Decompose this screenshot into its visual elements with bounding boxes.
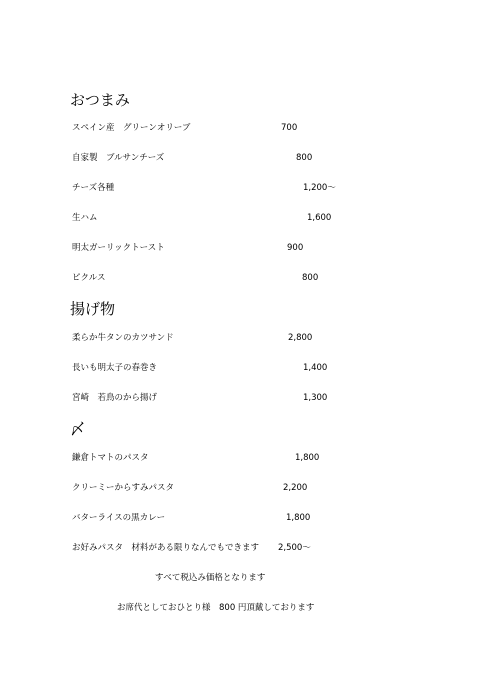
menu-item-price: 2,500～ — [278, 543, 311, 553]
menu-item-name: お好みパスタ 材料がある限りなんでもできます — [72, 543, 260, 553]
section-heading-otsumami: おつまみ — [70, 91, 130, 109]
menu-item-name: 鎌倉トマトのパスタ — [72, 453, 149, 463]
menu-item-price: 1,200～ — [303, 183, 336, 193]
menu-item-name: スペイン産 グリーンオリーブ — [72, 123, 191, 133]
section-heading-agemono: 揚げ物 — [70, 300, 116, 318]
menu-item-name: 長いも明太子の春巻き — [72, 363, 158, 373]
tax-note: すべて税込み価格となります — [155, 573, 266, 583]
menu-item-price: 1,400 — [303, 363, 328, 373]
menu-item-name: バターライスの黒カレー — [72, 513, 166, 523]
menu-item-price: 1,800 — [295, 453, 320, 463]
section-heading-shime: 〆 — [70, 420, 86, 438]
menu-item-price: 800 — [296, 153, 313, 163]
menu-item-name: 宮崎 若鳥のから揚げ — [72, 393, 158, 403]
seat-charge-note: お席代としておひとり様 800 円頂戴しております — [117, 603, 315, 613]
menu-item-price: 1,800 — [286, 513, 311, 523]
menu-item-price: 2,800 — [288, 333, 313, 343]
menu-item-name: チーズ各種 — [72, 183, 115, 193]
menu-item-name: 自家製 ブルサンチーズ — [72, 153, 165, 163]
menu-item-price: 700 — [281, 123, 298, 133]
menu-item-name: クリーミーからすみパスタ — [72, 483, 175, 493]
menu-item-name: 生ハム — [72, 213, 98, 223]
menu-item-price: 2,200 — [283, 483, 308, 493]
menu-item-name: 明太ガーリックトースト — [72, 243, 165, 253]
menu-item-price: 800 — [302, 273, 319, 283]
menu-item-price: 1,300 — [303, 393, 328, 403]
menu-item-price: 900 — [287, 243, 304, 253]
menu-item-name: ピクルス — [72, 273, 106, 283]
menu-item-price: 1,600 — [307, 213, 332, 223]
menu-item-name: 柔らか牛タンのカツサンド — [72, 333, 174, 343]
